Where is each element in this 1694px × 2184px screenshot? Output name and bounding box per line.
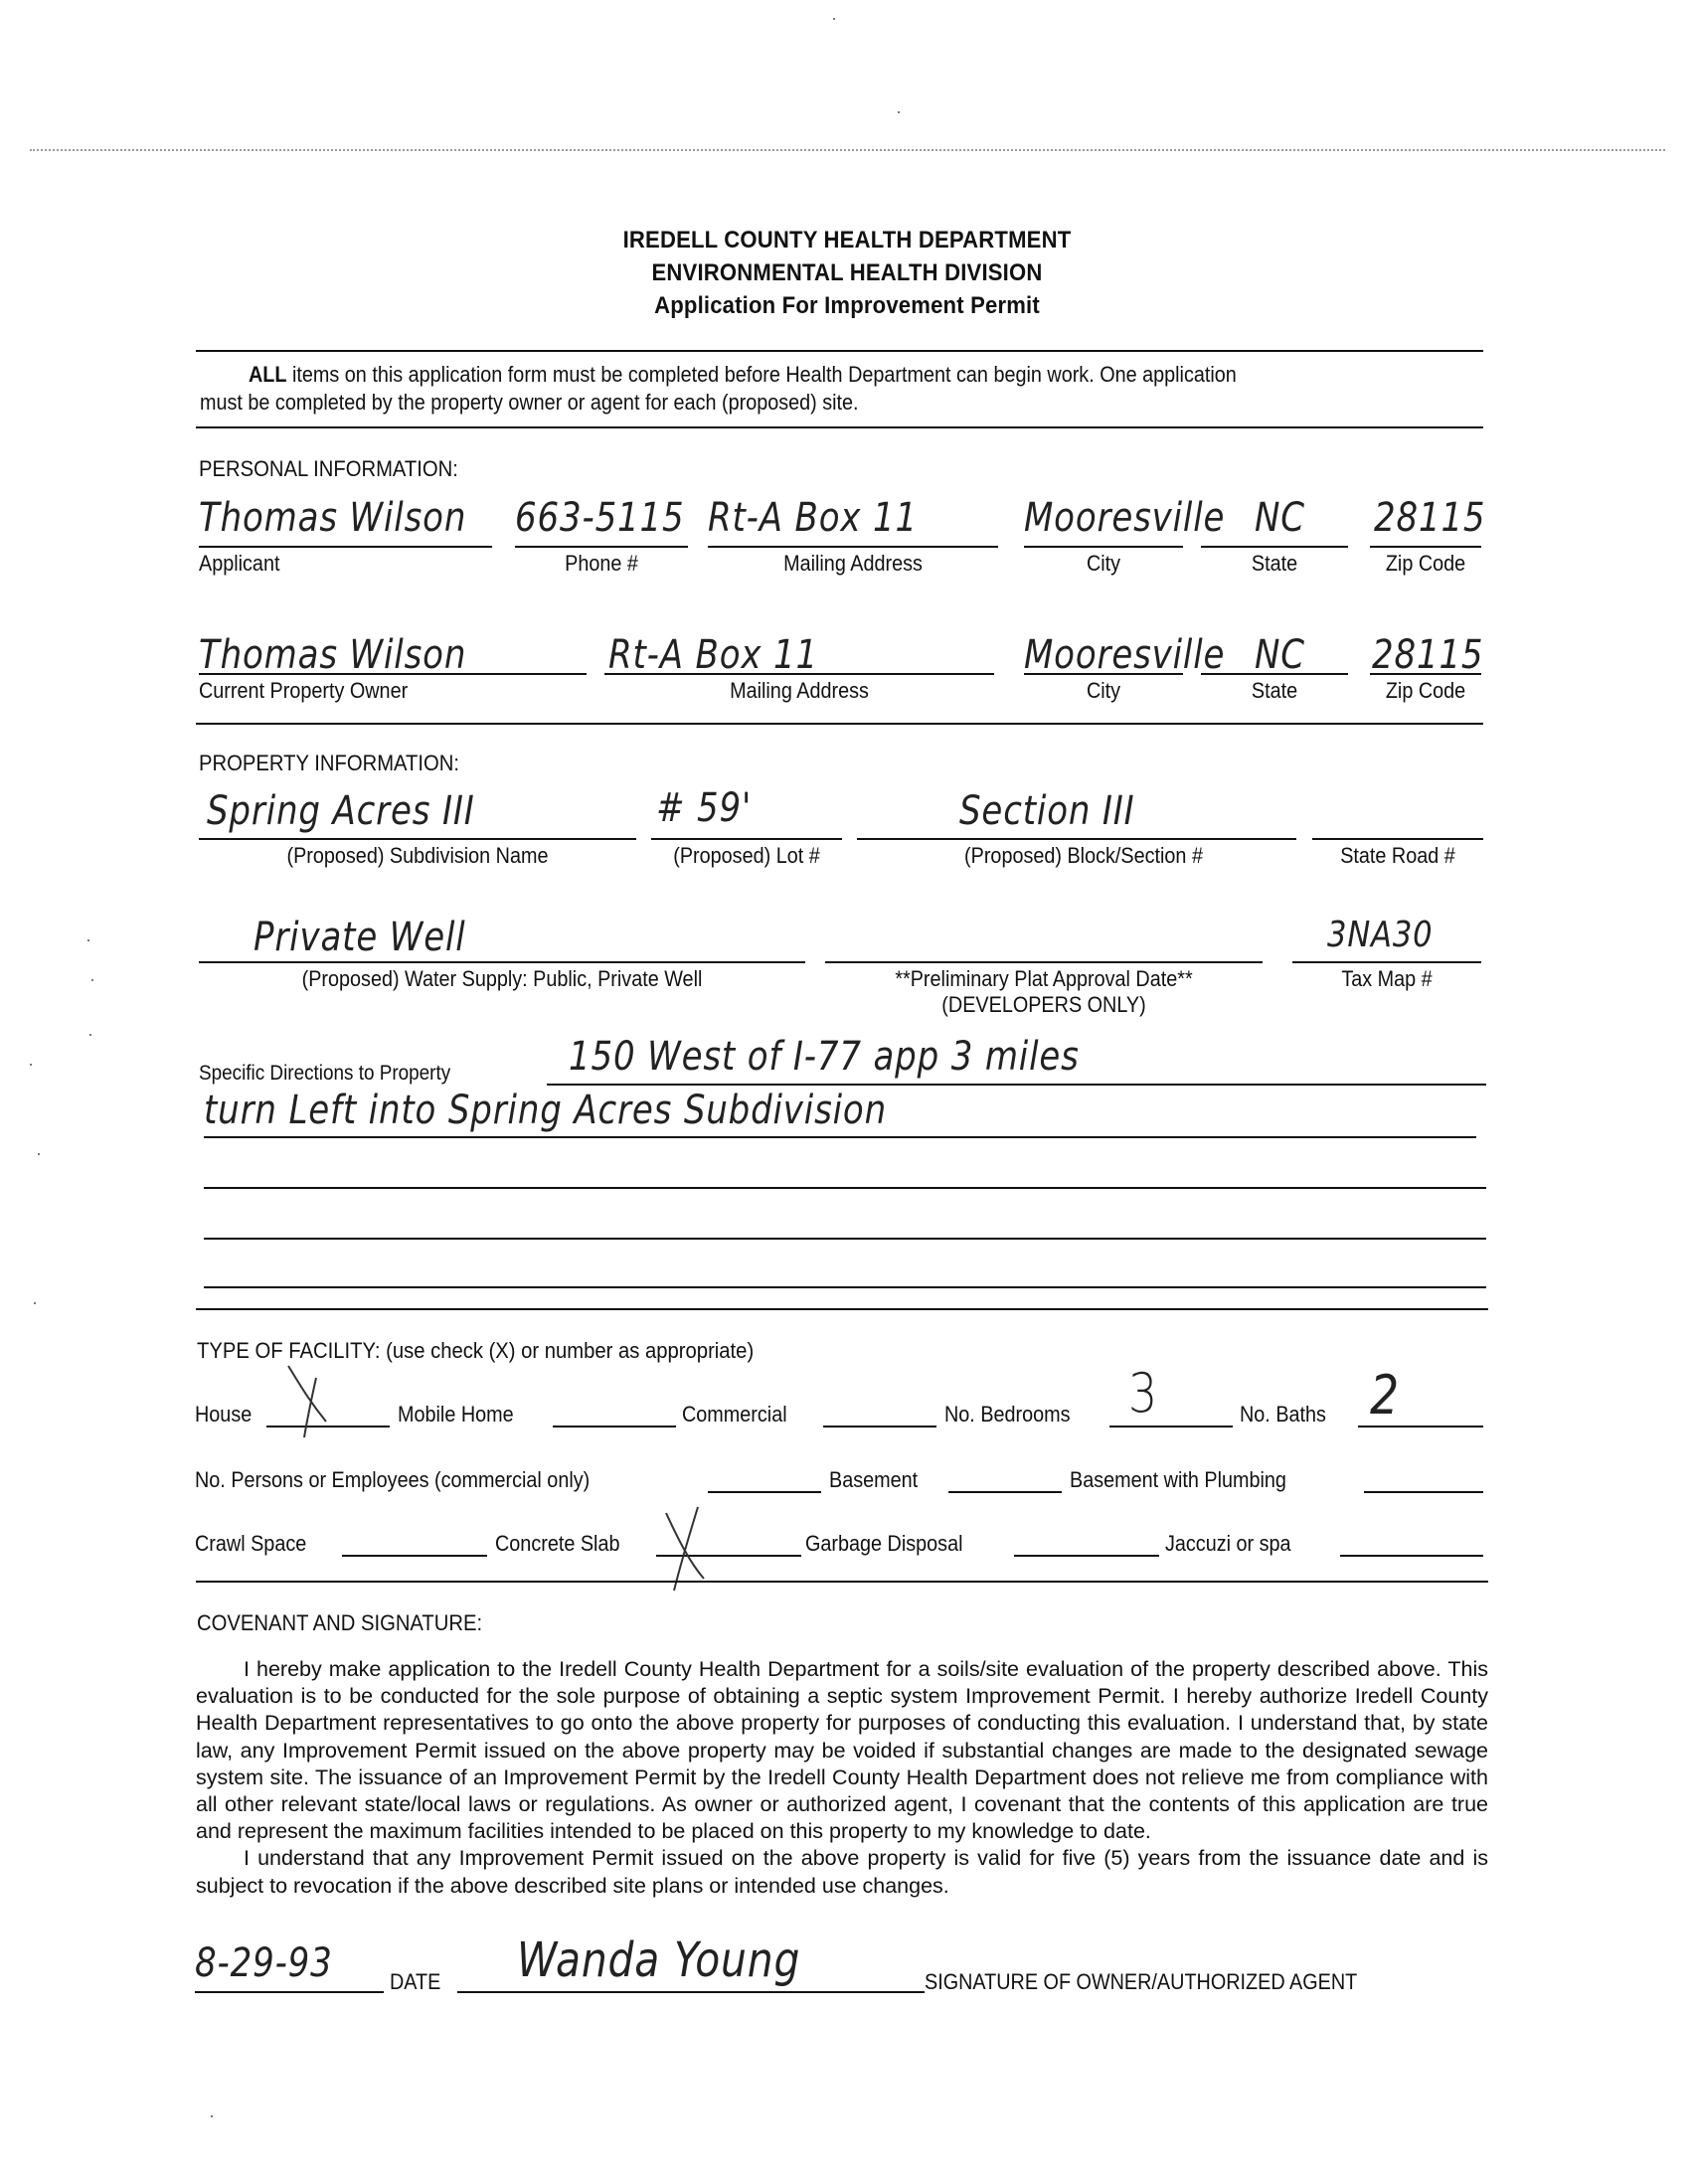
owner-state-line	[1201, 673, 1348, 675]
city-label: City	[1086, 551, 1121, 576]
signature-value[interactable]: Wanda Young	[517, 1932, 801, 1988]
covenant-paragraph-2: I understand that any Improvement Permit issued on the above property is valid for five (5) years from the issuance date and is subject to revocation if the above described site plans or intended use changes.	[196, 1846, 1488, 1898]
facility-rule	[196, 1581, 1488, 1583]
date-line	[195, 1991, 384, 1993]
directions-line-4[interactable]	[204, 1238, 1486, 1240]
zip-value[interactable]: 28115	[1374, 495, 1486, 541]
basement-plumbing-line[interactable]	[1364, 1491, 1483, 1493]
crawl-label: Crawl Space	[195, 1531, 307, 1556]
slab-check-x-icon[interactable]	[656, 1503, 716, 1593]
scan-speck	[91, 979, 93, 981]
covenant-heading: COVENANT AND SIGNATURE:	[197, 1610, 483, 1635]
zip-line	[1370, 546, 1481, 548]
owner-mailing-label: Mailing Address	[730, 678, 869, 703]
house-check-x-icon[interactable]	[278, 1360, 358, 1439]
property-heading: PROPERTY INFORMATION:	[199, 751, 460, 775]
directions-line-3[interactable]	[204, 1187, 1486, 1189]
road-line[interactable]	[1312, 838, 1483, 840]
owner-state-value[interactable]: NC	[1255, 632, 1305, 678]
notice-line-1	[249, 362, 1237, 388]
covenant-paragraph-1: I hereby make application to the Iredell County Health Department for a soils/site evaluation of the property described above. This evaluation is to be conducted for the sole purpose of obtaining a septic system Improvement Permit. I hereby authorize Iredell County Health Department representatives to go onto the above property for purposes of conducting this evaluation. I understand that, by state law, any Improvement Permit issued on the above property may be voided if substantial changes are made to the designated sewage system site. The issuance of an Improvement Permit by the Iredell County Health Department does not relieve me from compliance with all other relevant state/local laws or regulations. As owner or authorized agent, I covenant that the contents of this application are true and represent the maximum facilities intended to be placed on this property to my knowledge to date.	[196, 1657, 1488, 1844]
city-value[interactable]: Mooresville	[1024, 495, 1226, 541]
baths-label: No. Baths	[1240, 1402, 1326, 1427]
owner-mailing-line	[604, 673, 994, 675]
scan-speck	[87, 939, 89, 941]
date-value[interactable]: 8-29-93	[195, 1940, 333, 1986]
signature-label: SIGNATURE OF OWNER/AUTHORIZED AGENT	[925, 1969, 1358, 1994]
directions-line-1	[547, 1084, 1486, 1086]
scan-speck	[211, 2115, 213, 2117]
applicant-label: Applicant	[199, 551, 280, 576]
persons-line[interactable]	[708, 1491, 821, 1493]
lot-label: (Proposed) Lot #	[673, 843, 820, 868]
plat-sublabel: (DEVELOPERS ONLY)	[941, 992, 1146, 1017]
scan-speck	[833, 18, 835, 20]
plat-label: **Preliminary Plat Approval Date**	[895, 966, 1193, 991]
basement-label: Basement	[829, 1467, 919, 1492]
commercial-label: Commercial	[682, 1402, 787, 1427]
water-value[interactable]: Private Well	[254, 915, 466, 960]
road-label: State Road #	[1340, 843, 1455, 868]
mailing-value[interactable]: Rt-A Box 11	[708, 495, 918, 541]
basement-plumbing-label: Basement with Plumbing	[1070, 1467, 1286, 1492]
baths-value[interactable]: 2	[1370, 1364, 1401, 1427]
notice-rule	[196, 426, 1483, 428]
taxmap-label: Tax Map #	[1341, 966, 1433, 991]
scan-speck	[30, 1064, 32, 1066]
plat-line[interactable]	[825, 961, 1263, 963]
bedrooms-value[interactable]: 3	[1128, 1362, 1159, 1425]
owner-zip-value[interactable]: 28115	[1372, 632, 1484, 678]
directions-label: Specific Directions to Property	[199, 1062, 451, 1085]
jacuzzi-label: Jaccuzi or spa	[1165, 1531, 1291, 1556]
zip-label: Zip Code	[1385, 551, 1466, 576]
directions-line-2-value[interactable]: turn Left into Spring Acres Subdivision	[204, 1088, 887, 1133]
persons-label: No. Persons or Employees (commercial only)	[195, 1467, 591, 1492]
garbage-label: Garbage Disposal	[805, 1531, 963, 1556]
mailing-line	[708, 546, 998, 548]
owner-state-label: State	[1251, 678, 1298, 703]
header-rule	[196, 350, 1483, 352]
mobile-line[interactable]	[553, 1426, 676, 1428]
lot-line	[651, 838, 842, 840]
facility-heading: TYPE OF FACILITY: (use check (X) or number as appropriate)	[197, 1338, 755, 1363]
city-line	[1024, 546, 1183, 548]
directions-line-2	[204, 1136, 1476, 1138]
bedrooms-label: No. Bedrooms	[944, 1402, 1071, 1427]
notice-bold: ALL	[249, 362, 287, 387]
directions-line-1-value[interactable]: 150 West of I-77 app 3 miles	[569, 1034, 1080, 1080]
taxmap-line	[1292, 961, 1481, 963]
agency-title: IREDELL COUNTY HEALTH DEPARTMENT	[622, 227, 1072, 253]
owner-mailing-value[interactable]: Rt-A Box 11	[608, 632, 818, 678]
jacuzzi-line[interactable]	[1340, 1555, 1483, 1557]
applicant-line	[199, 546, 492, 548]
subdivision-line	[199, 838, 636, 840]
covenant-text	[196, 1656, 1488, 1900]
garbage-line[interactable]	[1014, 1555, 1159, 1557]
notice-line-2: must be completed by the property owner or agent for each (proposed) site.	[200, 390, 859, 415]
property-rule	[196, 1308, 1488, 1310]
owner-label: Current Property Owner	[199, 678, 409, 703]
scan-speck	[898, 111, 900, 113]
scan-speck	[34, 1302, 36, 1304]
slab-label: Concrete Slab	[495, 1531, 620, 1556]
form-title: Application For Improvement Permit	[654, 292, 1040, 319]
water-label: (Proposed) Water Supply: Public, Private Well	[301, 966, 703, 991]
date-label: DATE	[390, 1969, 441, 1994]
water-line	[199, 961, 805, 963]
owner-city-label: City	[1086, 678, 1121, 703]
state-value[interactable]: NC	[1255, 495, 1305, 541]
mailing-label: Mailing Address	[783, 551, 923, 576]
state-line	[1201, 546, 1348, 548]
taxmap-value[interactable]: 3NA30	[1327, 915, 1434, 955]
scan-dotted-line	[30, 149, 1665, 151]
block-line	[857, 838, 1296, 840]
lot-value[interactable]: # 59'	[656, 785, 753, 831]
scan-speck	[38, 1153, 40, 1155]
scan-speck	[89, 1034, 91, 1036]
state-label: State	[1251, 551, 1298, 576]
commercial-line[interactable]	[823, 1426, 936, 1428]
phone-line	[515, 546, 688, 548]
phone-value[interactable]: 663-5115	[515, 495, 685, 541]
bedrooms-line	[1109, 1426, 1233, 1428]
personal-rule	[196, 723, 1483, 725]
phone-label: Phone #	[565, 551, 638, 576]
personal-heading: PERSONAL INFORMATION:	[199, 456, 458, 481]
basement-line[interactable]	[948, 1491, 1062, 1493]
house-label: House	[195, 1402, 253, 1427]
owner-city-value[interactable]: Mooresville	[1024, 632, 1226, 678]
division-title: ENVIRONMENTAL HEALTH DIVISION	[651, 259, 1043, 286]
mobile-label: Mobile Home	[398, 1402, 514, 1427]
applicant-value[interactable]: Thomas Wilson	[199, 495, 467, 541]
owner-line	[199, 673, 587, 675]
owner-city-line	[1024, 673, 1183, 675]
block-value[interactable]: Section III	[959, 788, 1135, 834]
owner-zip-line	[1370, 673, 1481, 675]
crawl-line[interactable]	[342, 1555, 487, 1557]
owner-zip-label: Zip Code	[1385, 678, 1466, 703]
subdivision-label: (Proposed) Subdivision Name	[286, 843, 549, 868]
owner-value[interactable]: Thomas Wilson	[199, 632, 467, 678]
notice-text: items on this application form must be completed before Health Department can begin work. One application	[286, 362, 1237, 387]
signature-line	[457, 1991, 925, 1993]
block-label: (Proposed) Block/Section #	[964, 843, 1203, 868]
directions-line-5[interactable]	[204, 1286, 1486, 1288]
subdivision-value[interactable]: Spring Acres III	[207, 788, 475, 834]
